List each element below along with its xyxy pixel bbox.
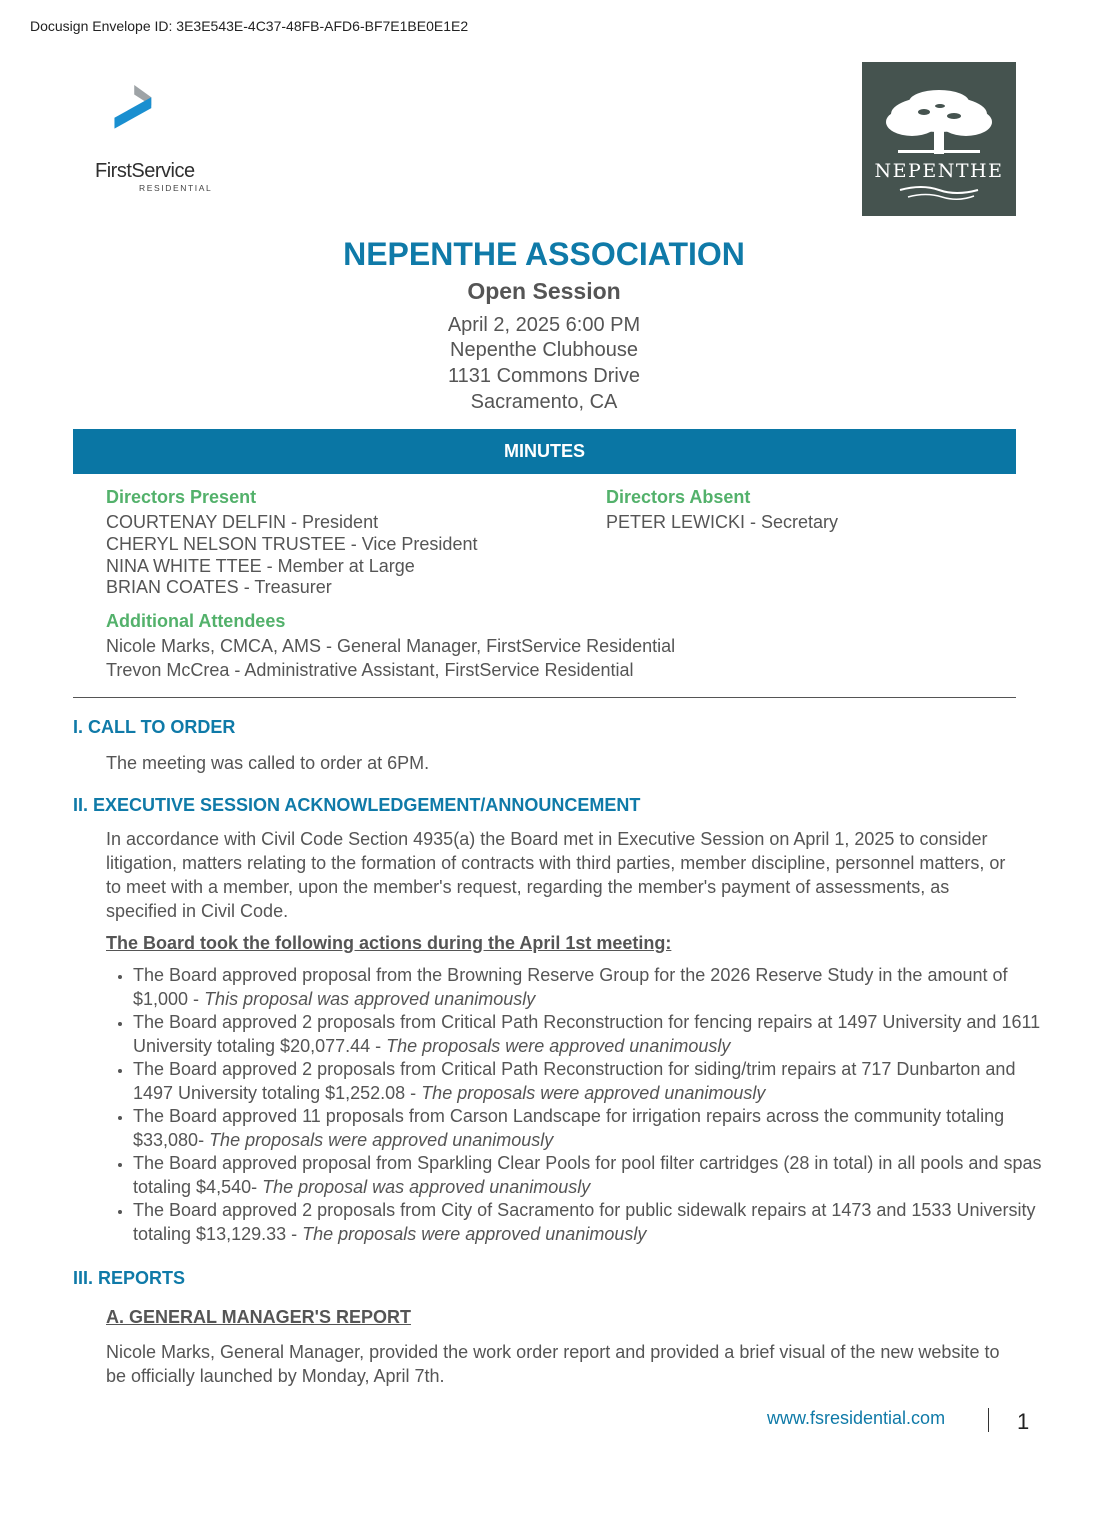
footer-website-link[interactable]: www.fsresidential.com: [767, 1408, 946, 1428]
meeting-city: Sacramento, CA: [470, 391, 618, 413]
nepenthe-logo: [862, 62, 1016, 216]
additional-attendees-label: Additional Attendees: [106, 611, 286, 631]
director-present: BRIAN COATES - Treasurer: [106, 577, 332, 597]
additional-attendee: Nicole Marks, CMCA, AMS - General Manager, FirstService Residential: [106, 636, 676, 656]
section-heading-reports: III. REPORTS: [73, 1268, 186, 1288]
firstservice-logo-sub: RESIDENTIAL: [139, 183, 213, 193]
meeting-datetime: April 2, 2025 6:00 PM: [447, 314, 641, 336]
board-actions-list: [106, 964, 1043, 1246]
list-item: • The Board approved 2 proposals from City of Sacramento for public sidewalk repairs at 1473 and 1533 University totaling $13,129.33 - The proposals were approved unanimously: [133, 1199, 1043, 1246]
oak-tree-icon: [862, 62, 1016, 216]
document-subtitle: Open Session: [467, 278, 621, 304]
gm-report-heading: A. GENERAL MANAGER'S REPORT: [106, 1307, 411, 1327]
page-number: 1: [1017, 1409, 1030, 1434]
firstservice-logo-name: FirstService: [95, 160, 195, 182]
director-absent: PETER LEWICKI - Secretary: [606, 512, 839, 532]
additional-attendee: Trevon McCrea - Administrative Assistant, FirstService Residential: [106, 660, 634, 680]
meeting-street: 1131 Commons Drive: [448, 365, 640, 387]
directors-present-label: Directors Present: [106, 487, 257, 507]
director-present: NINA WHITE TTEE - Member at Large: [106, 556, 415, 576]
list-item: • The Board approved 2 proposals from Critical Path Reconstruction for siding/trim repairs at 717 Dunbarton and 1497 University totaling $1,252.08 - The proposals were approved unanimously: [133, 1058, 1043, 1105]
call-to-order-text: The meeting was called to order at 6PM.: [106, 753, 430, 773]
meeting-venue: Nepenthe Clubhouse: [450, 339, 638, 361]
list-item: • The Board approved 11 proposals from Carson Landscape for irrigation repairs across the community totaling $33,080- The proposals were approved unanimously: [133, 1105, 1043, 1152]
minutes-banner: MINUTES: [73, 429, 1016, 474]
list-item: • The Board approved proposal from the Browning Reserve Group for the 2026 Reserve Study in the amount of $1,000 - This proposal was approved unanimously: [133, 964, 1043, 1011]
list-item: • The Board approved 2 proposals from Critical Path Reconstruction for fencing repairs at 1497 University and 1611 University totaling $20,077.44 - The proposals were approved unanimously: [133, 1011, 1043, 1058]
footer-separator: [988, 1408, 989, 1432]
gm-report-text: Nicole Marks, General Manager, provided the work order report and provided a brief visual of the new website to be officially launched by Monday, April 7th.: [106, 1342, 1000, 1386]
section-heading-call-to-order: I. CALL TO ORDER: [73, 717, 236, 737]
directors-absent-label: Directors Absent: [606, 487, 751, 507]
list-item: • The Board approved proposal from Sparkling Clear Pools for pool filter cartridges (28 in total) in all pools and spas totaling $4,540- The proposal was approved unanimously: [133, 1152, 1043, 1199]
nepenthe-logo-name: NEPENTHE: [874, 160, 1004, 182]
docusign-envelope-id: Docusign Envelope ID: 3E3E543E-4C37-48FB-AFD6-BF7E1BE0E1E2: [30, 18, 469, 34]
executive-session-text: In accordance with Civil Code Section 4935(a) the Board met in Executive Session on April 1, 2025 to consider litigation, matters relating to the formation of contracts with third parties, member discipline, personnel matters, or to meet with a member, upon the member's request, regarding the member's payment of assessments, as specified in Civil Code.: [106, 829, 1006, 921]
divider: [73, 697, 1016, 698]
document-title: NEPENTHE ASSOCIATION: [343, 236, 745, 272]
director-present: CHERYL NELSON TRUSTEE - Vice President: [106, 534, 478, 554]
section-heading-executive-session: II. EXECUTIVE SESSION ACKNOWLEDGEMENT/ANNOUNCEMENT: [73, 795, 641, 815]
director-present: COURTENAY DELFIN - President: [106, 512, 379, 532]
firstservice-logo-icon: [94, 85, 214, 160]
actions-heading: The Board took the following actions during the April 1st meeting:: [106, 933, 672, 953]
